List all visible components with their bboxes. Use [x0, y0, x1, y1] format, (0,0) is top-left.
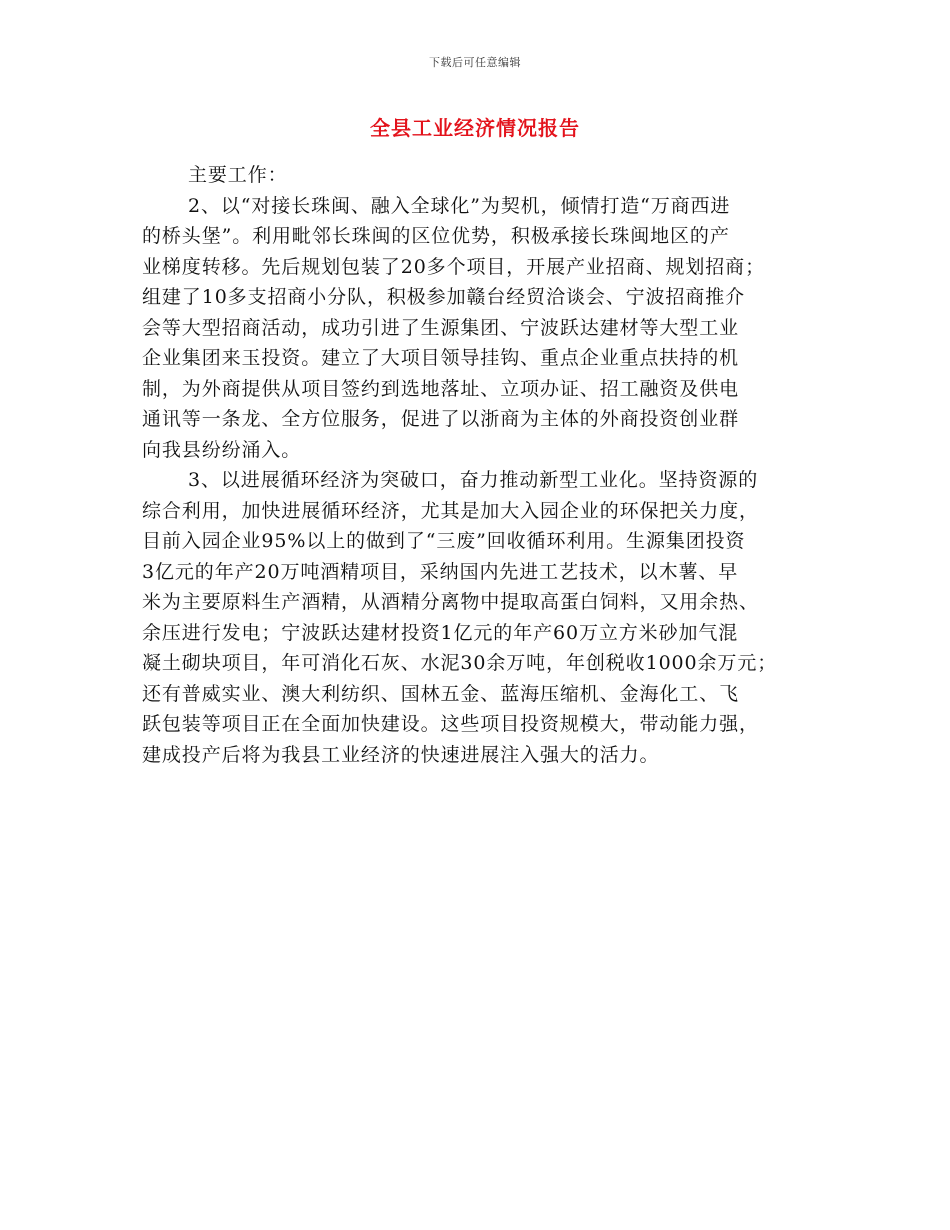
paragraph-3-line: 3亿元的年产20万吨酒精项目，采纳国内先进工艺技术，以木薯、早: [142, 560, 739, 583]
paragraph-3-line: 跃包装等项目正在全面加快建设。这些项目投资规模大，带动能力强，: [142, 713, 759, 735]
paragraph-2-line: 通讯等一条龙、全方位服务，促进了以浙商为主体的外商投资创业群: [142, 408, 740, 430]
paragraph-3-line: 建成投产后将为我县工业经济的快速进展注入强大的活力。: [142, 743, 660, 766]
paragraph-3-line: 米为主要原料生产酒精，从酒精分离物中提取高蛋白饲料，又用余热、: [142, 591, 759, 613]
section-heading: 主要工作：: [188, 164, 288, 186]
paragraph-3-line: 还有普威实业、澳大利纺织、国林五金、蓝海压缩机、金海化工、飞: [142, 682, 740, 705]
paragraph-3-line: 综合利用，加快进展循环经济，尤其是加大入园企业的环保把关力度，: [142, 499, 759, 522]
paragraph-2-line: 制，为外商提供从项目签约到选地落址、立项办证、招工融资及供电: [142, 377, 740, 400]
paragraph-2-line: 组建了10多支招商小分队，积极参加赣台经贸洽谈会、宁波招商推介: [142, 286, 746, 308]
paragraph-3-line: 凝土砌块项目，年可消化石灰、水泥30余万吨，年创税收1000余万元；: [142, 652, 778, 674]
paragraph-2-line: 的桥头堡”。利用毗邻长珠闽的区位优势，积极承接长珠闽地区的产: [142, 225, 730, 247]
paragraph-3-line: 余压进行发电；宁波跃达建材投资1亿元的年产60万立方米砂加气混: [142, 621, 739, 644]
document-body: [142, 160, 810, 770]
paragraph-2-line: 企业集团来玉投资。建立了大项目领导挂钩、重点企业重点扶持的机: [142, 347, 740, 369]
paragraph-2-line: 向我县纷纷涌入。: [142, 438, 302, 461]
paragraph-2-line: 业梯度转移。先后规划包装了20多个项目，开展产业招商、规划招商；: [142, 255, 765, 278]
paragraph-3-line: 3、以进展循环经济为突破口，奋力推动新型工业化。坚持资源的: [188, 469, 759, 491]
paragraph-2-line: 2、以“对接长珠闽、融入全球化”为契机，倾情打造“万商西进: [188, 194, 731, 217]
document-title: 全县工业经济情况报告: [370, 116, 580, 140]
download-note: 下载后可任意编辑: [429, 56, 521, 69]
paragraph-3-line: 目前入园企业95%以上的做到了“三废”回收循环利用。生源集团投资: [142, 530, 746, 552]
paragraph-2-line: 会等大型招商活动，成功引进了生源集团、宁波跃达建材等大型工业: [142, 316, 740, 339]
